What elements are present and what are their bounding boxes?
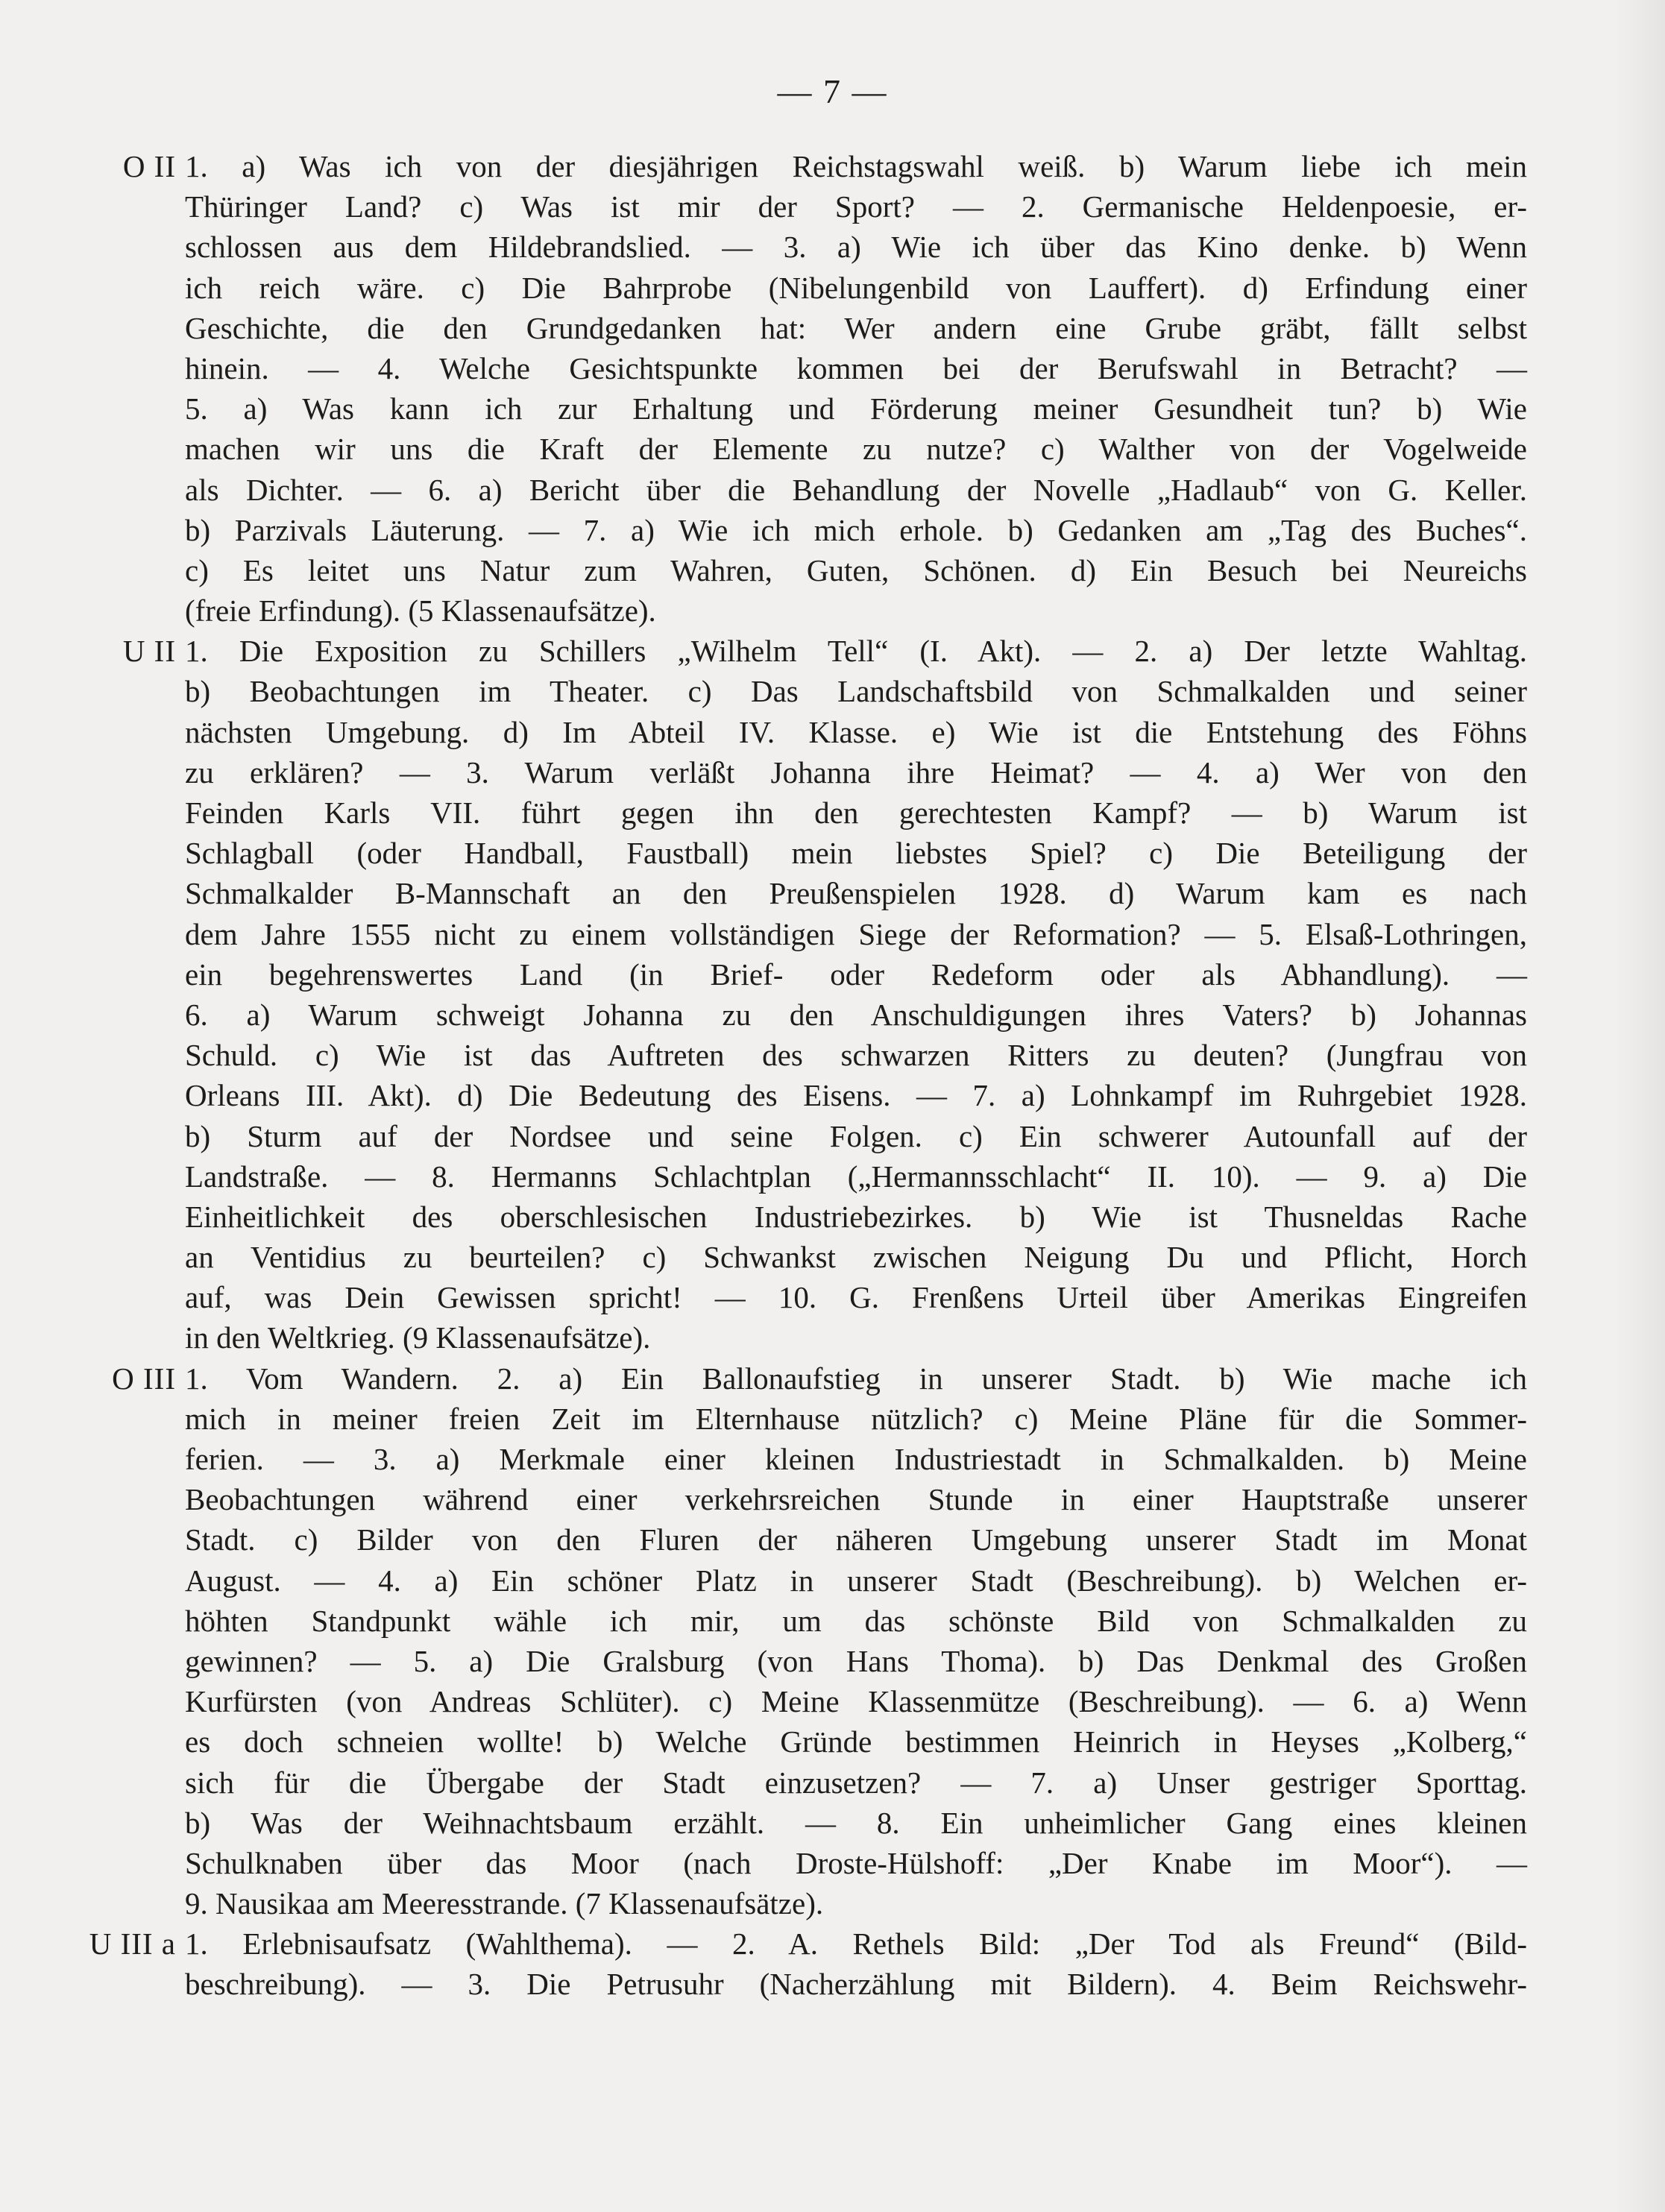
text-line: nächsten Umgebung. d) Im Abteil IV. Klasse. e) Wie ist die Entstehung des Föhns <box>185 714 1527 749</box>
text-line: b) Parzivals Läuterung. — 7. a) Wie ich mich erhole. b) Gedanken am „Tag des Buches“. <box>185 512 1527 547</box>
text-line: Schlagball (oder Handball, Faustball) mein liebstes Spiel? c) Die Beteiligung der <box>185 836 1527 871</box>
text-line: als Dichter. — 6. a) Bericht über die Behandlung der Novelle „Hadlaub“ von G. Keller. <box>185 472 1527 507</box>
text-line: gewinnen? — 5. a) Die Gralsburg (von Hans Thoma). b) Das Denkmal des Großen <box>185 1643 1527 1678</box>
text-line: 1. Die Exposition zu Schillers „Wilhelm Tell“ (I. Akt). — 2. a) Der letzte Wahltag. <box>185 634 1527 669</box>
text-line: 1. Vom Wandern. 2. a) Ein Ballonaufstieg in unserer Stadt. b) Wie mache ich <box>185 1361 1527 1396</box>
text-line: Beobachtungen während einer verkehrsreichen Stunde in einer Hauptstraße unserer <box>185 1482 1527 1517</box>
text-line: b) Beobachtungen im Theater. c) Das Landschaftsbild von Schmalkalden und seiner <box>185 674 1527 709</box>
text-line: ich reich wäre. c) Die Bahrprobe (Nibelungenbild von Lauffert). d) Erfindung einer <box>185 270 1527 305</box>
class-label: U III a <box>89 1926 176 1962</box>
text-line: an Ventidius zu beurteilen? c) Schwankst zwischen Neigung Du und Pflicht, Horch <box>185 1240 1527 1275</box>
text-line: ferien. — 3. a) Merkmale einer kleinen Industriestadt in Schmalkalden. b) Meine <box>185 1442 1527 1476</box>
text-line: Feinden Karls VII. führt gegen ihn den gerechtesten Kampf? — b) Warum ist <box>185 795 1527 830</box>
document-body <box>0 146 1665 2005</box>
text-line: sich für die Übergabe der Stadt einzusetzen? — 7. a) Unser gestriger Sporttag. <box>185 1765 1527 1800</box>
text-line: schlossen aus dem Hildebrandslied. — 3. a) Wie ich über das Kino denke. b) Wenn <box>185 230 1527 265</box>
text-line: es doch schneien wollte! b) Welche Gründe bestimmen Heinrich in Heyses „Kolberg,“ <box>185 1724 1527 1759</box>
text-line: auf, was Dein Gewissen spricht! — 10. G. Frenßens Urteil über Amerikas Eingreifen <box>185 1280 1527 1315</box>
page-number: — 7 — <box>777 72 888 110</box>
class-label: O II <box>122 149 176 183</box>
text-line: Stadt. c) Bilder von den Fluren der näheren Umgebung unserer Stadt im Monat <box>185 1522 1527 1557</box>
text-line: ein begehrenswertes Land (in Brief- oder Redeform oder als Abhandlung). — <box>185 957 1527 992</box>
text-line: hinein. — 4. Welche Gesichtspunkte kommen bei der Berufswahl in Betracht? — <box>185 350 1527 385</box>
text-line: Einheitlichkeit des oberschlesischen Industriebezirkes. b) Wie ist Thusneldas Rache <box>185 1199 1527 1234</box>
text-line: Schuld. c) Wie ist das Auftreten des schwarzen Ritters zu deuten? (Jungfrau von <box>185 1038 1527 1073</box>
text-line: beschreibung). — 3. Die Petrusuhr (Nacherzählung mit Bildern). 4. Beim Reichswehr- <box>185 1967 1527 2002</box>
text-line: August. — 4. a) Ein schöner Platz in unserer Stadt (Beschreibung). b) Welchen er- <box>185 1563 1527 1598</box>
text-line: höhten Standpunkt wähle ich mir, um das schönste Bild von Schmalkalden zu <box>185 1603 1527 1638</box>
class-label: O III <box>112 1361 176 1396</box>
text-line: b) Was der Weihnachtsbaum erzählt. — 8. Ein unheimlicher Gang eines kleinen <box>185 1805 1527 1840</box>
text-line: (freie Erfindung). (5 Klassenaufsätze). <box>185 593 656 628</box>
text-line: 6. a) Warum schweigt Johanna zu den Anschuldigungen ihres Vaters? b) Johannas <box>185 997 1527 1032</box>
text-line: dem Jahre 1555 nicht zu einem vollständigen Siege der Reformation? — 5. Elsaß-Lothringen, <box>185 916 1527 951</box>
section-o-iii <box>0 1358 1665 1924</box>
text-line: b) Sturm auf der Nordsee und seine Folgen. c) Ein schwerer Autounfall auf der <box>185 1118 1527 1153</box>
text-line: Landstraße. — 8. Hermanns Schlachtplan („Hermannsschlacht“ II. 10). — 9. a) Die <box>185 1159 1527 1194</box>
section-o-ii <box>0 146 1665 631</box>
class-label: U II <box>122 634 176 669</box>
text-line: zu erklären? — 3. Warum verläßt Johanna ihre Heimat? — 4. a) Wer von den <box>185 754 1527 790</box>
text-line: 1. a) Was ich von der diesjährigen Reichstagswahl weiß. b) Warum liebe ich mein <box>185 149 1527 183</box>
text-line: Schmalkalder B-Mannschaft an den Preußenspielen 1928. d) Warum kam es nach <box>185 876 1527 911</box>
text-line: mich in meiner freien Zeit im Elternhause nützlich? c) Meine Pläne für die Sommer- <box>185 1401 1527 1436</box>
section-u-ii <box>0 631 1665 1358</box>
text-line: in den Weltkrieg. (9 Klassenaufsätze). <box>185 1320 651 1355</box>
text-line: Kurfürsten (von Andreas Schlüter). c) Meine Klassenmütze (Beschreibung). — 6. a) Wenn <box>185 1684 1527 1719</box>
text-line: Orleans III. Akt). d) Die Bedeutung des Eisens. — 7. a) Lohnkampf im Ruhrgebiet 1928. <box>185 1078 1527 1113</box>
text-line: machen wir uns die Kraft der Elemente zu nutze? c) Walther von der Vogelweide <box>185 432 1527 467</box>
text-line: Thüringer Land? c) Was ist mir der Sport? — 2. Germanische Heldenpoesie, er- <box>185 189 1527 224</box>
section-u-iii-a <box>0 1923 1665 2004</box>
text-line: 5. a) Was kann ich zur Erhaltung und Förderung meiner Gesundheit tun? b) Wie <box>185 391 1527 426</box>
text-line: Schulknaben über das Moor (nach Droste-Hülshoff: „Der Knabe im Moor“). — <box>185 1845 1527 1880</box>
text-line: 9. Nausikaa am Meeresstrande. (7 Klassenaufsätze). <box>185 1886 824 1921</box>
text-line: 1. Erlebnisaufsatz (Wahlthema). — 2. A. Rethels Bild: „Der Tod als Freund“ (Bild- <box>185 1926 1527 1962</box>
text-line: c) Es leitet uns Natur zum Wahren, Guten, Schönen. d) Ein Besuch bei Neureichs <box>185 552 1527 587</box>
text-line: Geschichte, die den Grundgedanken hat: Wer andern eine Grube gräbt, fällt selbst <box>185 310 1527 345</box>
